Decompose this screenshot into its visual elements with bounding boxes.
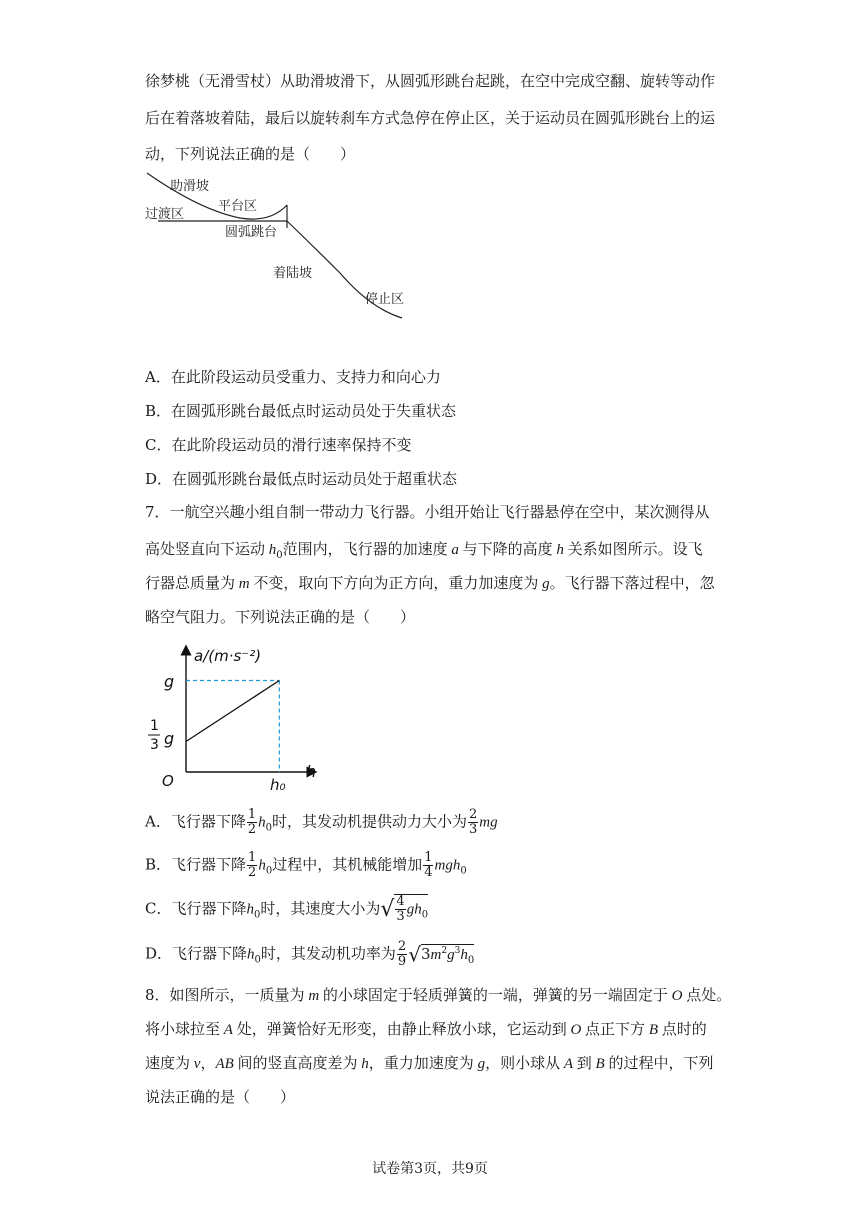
q8-stem-text-12: ，则小球从 [485,1054,561,1072]
y-start-frac-den: 3 [150,737,159,753]
q8-stem-text-5: 处，弹簧恰好无形变，由静止释放小球，它运动到 [236,1020,567,1038]
q8-stem-text-13: 到 [576,1054,592,1072]
label-transition: 过渡区 [145,207,185,222]
q7-stem-text-8: 。飞行器下落过程中，忽 [549,574,715,592]
q7-stem-text-4: 与下降的高度 [462,540,553,558]
q8-stem-line-4: 说法正确的是（ ） [145,1088,296,1106]
q8-stem-text-4: 将小球拉至 [145,1020,221,1038]
data-series-line [186,681,279,742]
acceleration-height-graph [140,642,340,800]
q6-option-c: C．在此阶段运动员的滑行速率保持不变 [145,436,412,454]
q7-option-a-pre: A．飞行器下降 [145,812,246,831]
x-end-label: h₀ [270,776,286,794]
y-axis-label: a/(m·s⁻²) [194,647,262,665]
q8-number: 8． [145,986,170,1004]
origin-label: O [162,772,174,790]
q6-option-d: D．在圆弧形跳台最低点时运动员处于超重状态 [145,470,458,488]
q7-option-d-mid: 时，其发动机功率为 [260,944,396,963]
q8-stem-line-3: 速度为 v，AB 间的竖直高度差为 h，重力加速度为 g，则小球从 A 到 B 的过程中，下列 [145,1054,714,1072]
q7-stem-line-1 [145,501,710,522]
q6-stem-line-1: 徐梦桃（无滑雪杖）从助滑坡滑下，从圆弧形跳台起跳，在空中完成空翻、旋转等动作 [145,72,716,90]
q7-stem-text-2: 高处竖直向下运动 [145,540,266,558]
q7-stem-text-5: 关系如图所示。设飞 [567,540,703,558]
q7-stem-line-2: 高处竖直向下运动 $h_0$范围内，飞行器的加速度 a 与下降的高度 h 关系如图所示。设飞 [145,540,703,561]
q7-option-b: B．飞行器下降 $\frac{1}{2}$ $h_0$过程中，其机械能增加 $\frac{1}{4}$ mgh$_0$ [145,850,467,880]
label-slope: 助滑坡 [170,179,210,194]
label-landing: 着陆坡 [273,266,313,281]
q8-stem-line-2: 将小球拉至 A 处，弹簧恰好无形变，由静止释放小球，它运动到 O 点正下方 B 点时的 [145,1020,707,1038]
q8-stem-text-1: 如图所示，一质量为 [169,986,305,1004]
q7-stem-text-7: 不变，取向下方向为正方向，重力加速度为 [253,574,539,592]
y-start-label: g [164,729,175,748]
q7-option-b-mid: 过程中，其机械能增加 [272,855,423,874]
q8-stem-line-1: 8．如图所示，一质量为 m 的小球固定于轻质弹簧的一端，弹簧的另一端固定于 O 点处。 [145,986,732,1004]
q8-stem-text-9: ， [200,1054,216,1072]
q8-stem-text-14: 的过程中，下列 [608,1054,714,1072]
label-stop: 停止区 [365,292,405,307]
page-footer: 试卷第3页，共9页 [372,1161,488,1177]
q6-option-a: A．在此阶段运动员受重力、支持力和向心力 [145,368,441,386]
q8-stem-text-7: 点时的 [661,1020,707,1038]
y-top-label: g [164,672,175,691]
q8-stem-text-8: 速度为 [145,1054,191,1072]
q7-option-b-pre: B．飞行器下降 [145,855,247,874]
q7-stem-text-1: 一航空兴趣小组自制一带动力飞行器。小组开始让飞行器悬停在空中，某次测得从 [169,503,710,521]
q7-option-a: A．飞行器下降 $\frac{1}{2}$ $h_0$时，其发动机提供动力大小为 $\frac{2}{3}$ mg [145,807,498,837]
label-platform: 平台区 [218,199,258,214]
q7-option-c-mid: 时，其速度大小为 [260,899,381,918]
x-axis-label: h [306,762,317,781]
q8-stem-text-3: 点处。 [686,986,732,1004]
q7-stem-line-4: 略空气阻力。下列说法正确的是（ ） [145,608,416,626]
q8-stem-text-11: ，重力加速度为 [368,1054,474,1072]
ski-jump-diagram [140,168,430,328]
q8-stem-text-2: 的小球固定于轻质弹簧的一端，弹簧的另一端固定于 [322,986,668,1004]
q7-option-d-pre: D．飞行器下降 [145,944,248,963]
q6-stem-line-3: 动，下列说法正确的是（ ） [145,145,356,163]
q7-option-d: D．飞行器下降$h_0$时，其发动机功率为 $\frac{2}{9}$ $√3m^2g^3h_0$ [145,939,475,969]
y-start-frac-num: 1 [150,718,159,734]
q7-number: 7． [145,503,170,521]
q7-stem-text-6: 行器总质量为 [145,574,236,592]
label-jump: 圆弧跳台 [225,225,278,240]
q7-option-c-pre: C．飞行器下降 [145,899,247,918]
q8-stem-text-6: 点正下方 [585,1020,646,1038]
q7-stem-line-3: 行器总质量为 m 不变，取向下方向为正方向，重力加速度为 g。飞行器下落过程中，忽 [145,574,715,592]
q8-stem-text-10: 间的竖直高度差为 [237,1054,358,1072]
q6-stem-line-2: 后在着落坡着陆，最后以旋转刹车方式急停在停止区，关于运动员在圆弧形跳台上的运 [145,109,716,127]
q7-option-a-mid: 时，其发动机提供动力大小为 [272,812,468,831]
q6-option-b: B．在圆弧形跳台最低点时运动员处于失重状态 [145,402,457,420]
q7-stem-text-3: 范围内，飞行器的加速度 [282,540,448,558]
q7-option-c: C．飞行器下降$h_0$时，其速度大小为√ $\frac{4}{3}$ $gh_0$ [145,894,429,924]
